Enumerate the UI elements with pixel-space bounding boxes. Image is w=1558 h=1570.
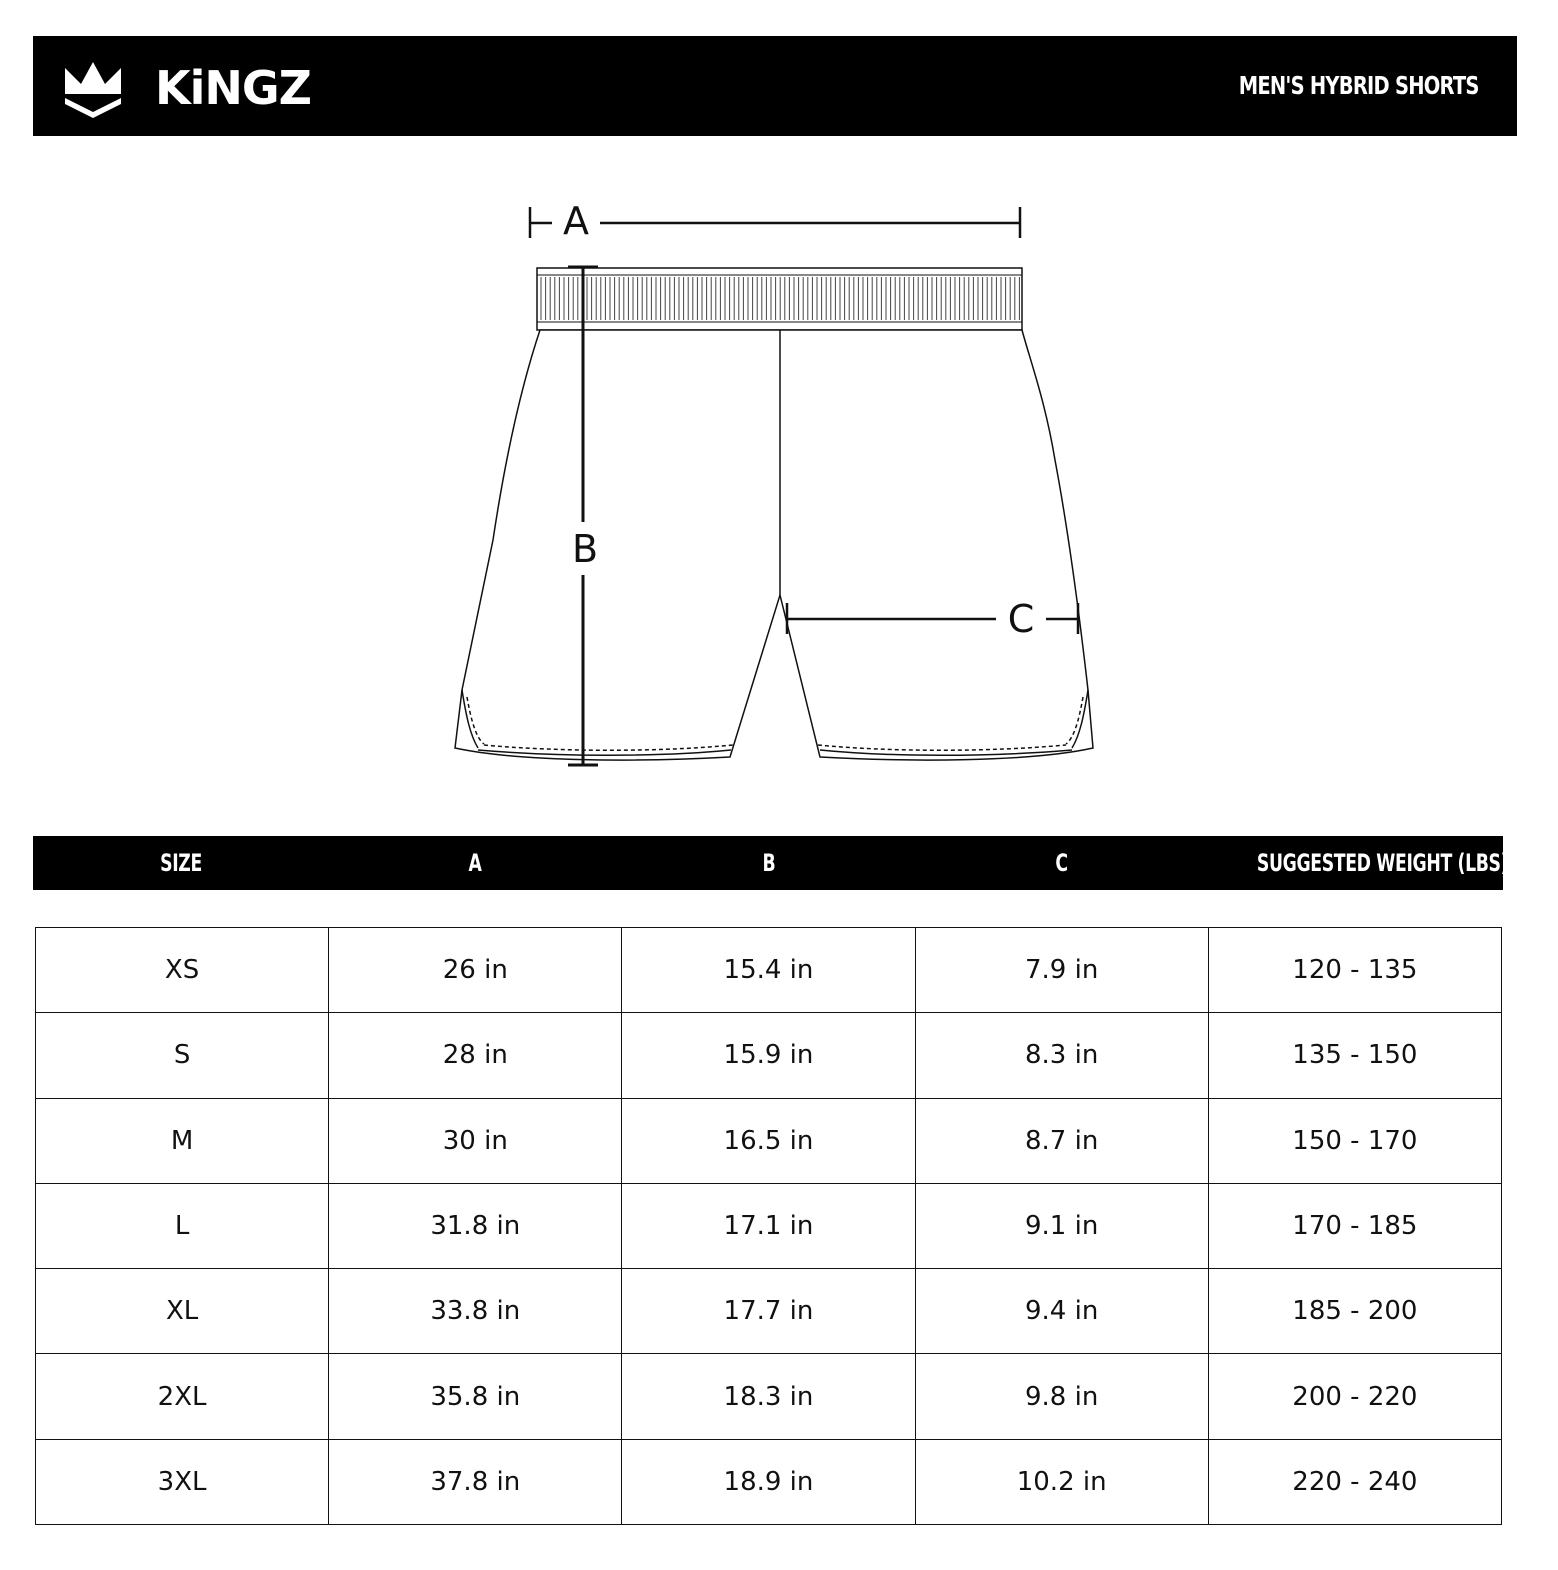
cell-c: 8.7 in — [915, 1098, 1208, 1183]
cell-b: 18.3 in — [622, 1354, 915, 1439]
cell-weight: 200 - 220 — [1208, 1354, 1501, 1439]
cell-weight: 150 - 170 — [1208, 1098, 1501, 1183]
cell-size: L — [36, 1183, 329, 1268]
brand-wordmark: KiNGZ — [155, 61, 312, 115]
cell-weight: 120 - 135 — [1208, 928, 1501, 1013]
table-row — [36, 928, 1502, 1013]
cell-a: 33.8 in — [329, 1269, 622, 1354]
dimension-a-label: A — [563, 199, 589, 243]
header-b: B — [762, 849, 775, 877]
table-row — [36, 1439, 1502, 1524]
cell-c: 10.2 in — [915, 1439, 1208, 1524]
cell-a: 28 in — [329, 1013, 622, 1098]
table-row — [36, 1354, 1502, 1439]
dimension-a — [530, 207, 1020, 238]
cell-c: 9.1 in — [915, 1183, 1208, 1268]
cell-c: 7.9 in — [915, 928, 1208, 1013]
table-row — [36, 1183, 1502, 1268]
header-a: A — [468, 849, 483, 877]
cell-weight: 170 - 185 — [1208, 1183, 1501, 1268]
product-title: MEN'S HYBRID SHORTS — [1238, 71, 1479, 100]
cell-b: 18.9 in — [622, 1439, 915, 1524]
cell-c: 9.4 in — [915, 1269, 1208, 1354]
cell-b: 15.4 in — [622, 928, 915, 1013]
cell-b: 16.5 in — [622, 1098, 915, 1183]
cell-a: 31.8 in — [329, 1183, 622, 1268]
cell-c: 9.8 in — [915, 1354, 1208, 1439]
shorts-outline — [455, 330, 1093, 760]
cell-weight: 220 - 240 — [1208, 1439, 1501, 1524]
cell-size: XL — [36, 1269, 329, 1354]
size-table-header — [33, 836, 1509, 890]
cell-a: 30 in — [329, 1098, 622, 1183]
header-size: SIZE — [160, 849, 202, 877]
cell-size: M — [36, 1098, 329, 1183]
cell-size: S — [36, 1013, 329, 1098]
cell-weight: 135 - 150 — [1208, 1013, 1501, 1098]
cell-a: 26 in — [329, 928, 622, 1013]
cell-b: 17.7 in — [622, 1269, 915, 1354]
cell-size: 2XL — [36, 1354, 329, 1439]
cell-b: 17.1 in — [622, 1183, 915, 1268]
header-suggested-weight: SUGGESTED WEIGHT (LBS) — [1256, 849, 1509, 877]
dimension-c-label: C — [1007, 597, 1035, 641]
cell-size: 3XL — [36, 1439, 329, 1524]
cell-weight: 185 - 200 — [1208, 1269, 1501, 1354]
table-row — [36, 1013, 1502, 1098]
size-table — [35, 927, 1502, 1525]
cell-c: 8.3 in — [915, 1013, 1208, 1098]
cell-a: 37.8 in — [329, 1439, 622, 1524]
cell-size: XS — [36, 928, 329, 1013]
cell-b: 15.9 in — [622, 1013, 915, 1098]
table-row — [36, 1098, 1502, 1183]
header-c: C — [1055, 849, 1068, 877]
dimension-b-label: B — [571, 527, 599, 571]
table-row — [36, 1269, 1502, 1354]
cell-a: 35.8 in — [329, 1354, 622, 1439]
